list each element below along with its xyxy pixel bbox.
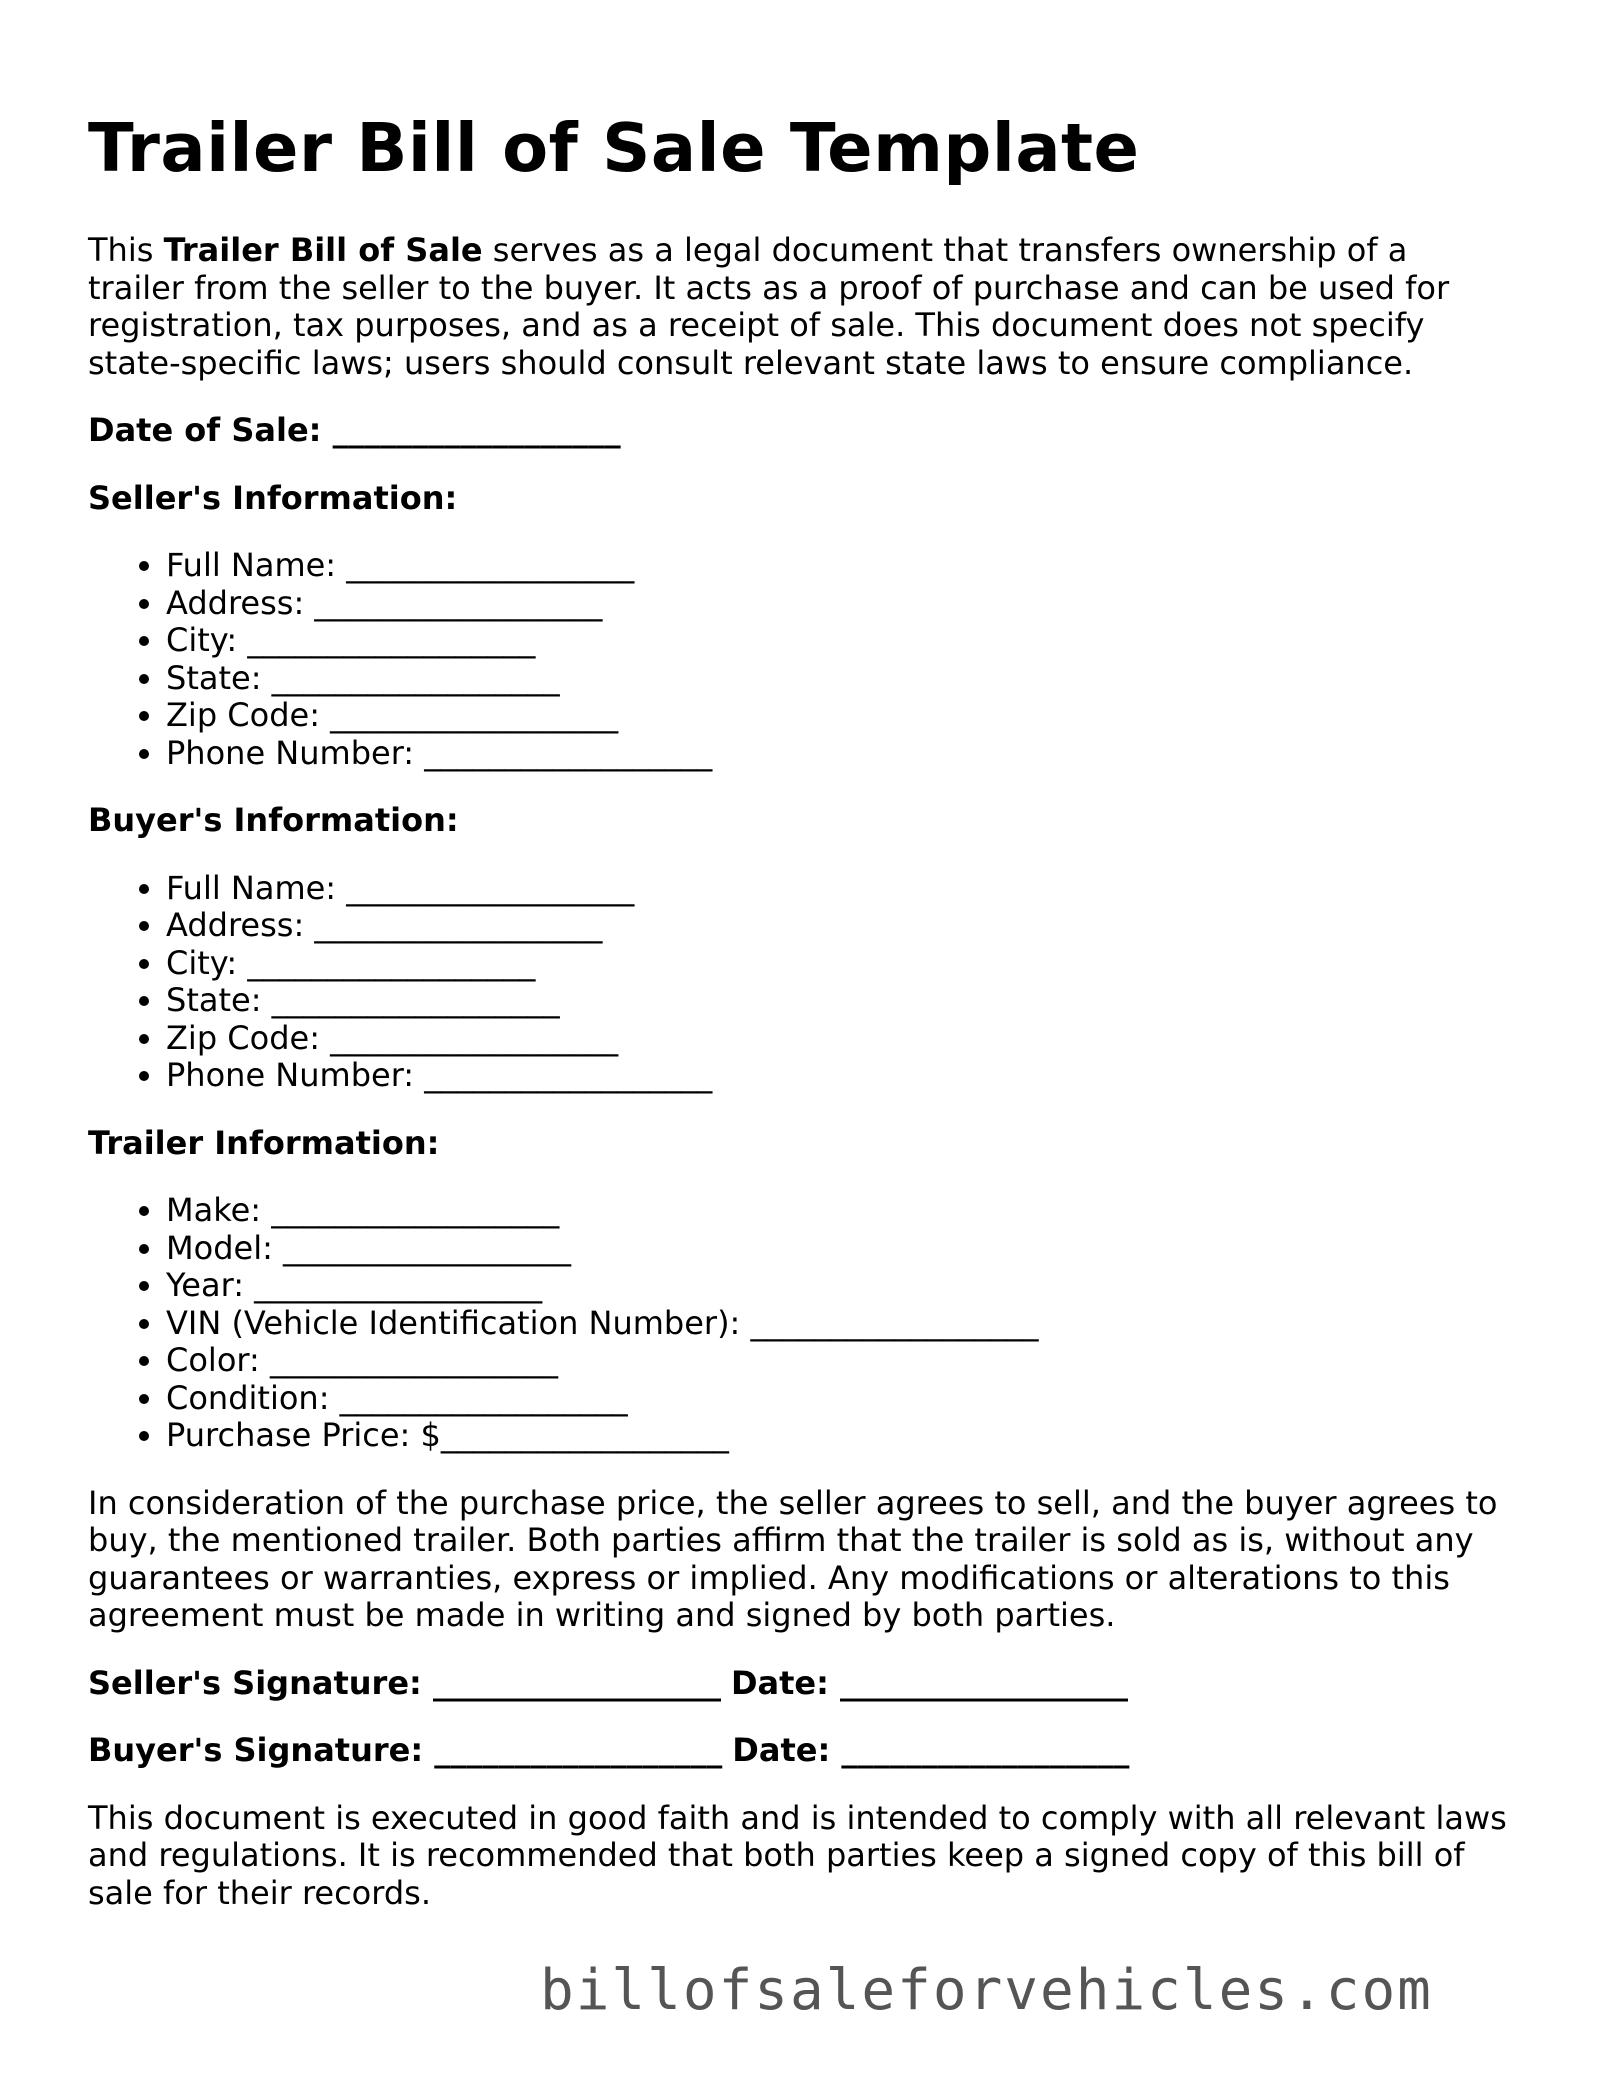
buyer-full-name-field: • Full Name: __________________ (166, 870, 1508, 908)
date-of-sale-field: Date of Sale: __________________ (88, 411, 621, 449)
seller-signature-row (88, 1665, 1508, 1703)
buyer-signature-field: Buyer's Signature: __________________ (88, 1731, 723, 1769)
trailer-info-list (88, 1192, 1508, 1455)
buyer-signature-row (88, 1732, 1508, 1770)
seller-address-field: • Address: __________________ (166, 585, 1508, 623)
seller-state-field: • State: __________________ (166, 660, 1508, 698)
consideration-paragraph: In consideration of the purchase price, the seller agrees to sell, and the buyer agrees to buy, the mentioned trailer. Both parties affirm that the trailer is sold as is, without any guarantees or warranties, express or implied. Any modifications or alterations to this agreement must be made in writing and signed by both parties. (88, 1483, 1498, 1634)
buyer-address-field: • Address: __________________ (166, 907, 1508, 945)
seller-phone-field: • Phone Number: __________________ (166, 735, 1508, 773)
intro-rest: serves as a legal document that transfers ownership of a trailer from the seller to the buyer. It acts as a proof of purchase and can be used for registration, tax purposes, and as a receipt of sale. This document does not specify state-specific laws; users should consult relevant state laws to ensure compliance. (88, 231, 1450, 382)
seller-city-field: • City: __________________ (166, 622, 1508, 660)
buyer-zip-field: • Zip Code: __________________ (166, 1020, 1508, 1058)
intro-bold-term: Trailer Bill of Sale (163, 231, 483, 269)
seller-zip-field: • Zip Code: __________________ (166, 697, 1508, 735)
trailer-year-field: • Year: __________________ (166, 1267, 1508, 1305)
buyer-city-field: • City: __________________ (166, 945, 1508, 983)
site-watermark: billofsaleforvehicles.com (540, 1958, 1433, 2023)
trailer-condition-field: • Condition: __________________ (166, 1380, 1508, 1418)
seller-info-list (88, 547, 1508, 772)
intro-paragraph (88, 232, 1508, 382)
seller-info-heading: Seller's Information: (88, 478, 458, 517)
buyer-info-list (88, 870, 1508, 1095)
seller-signature-field: Seller's Signature: __________________ (88, 1663, 721, 1702)
trailer-color-field: • Color: __________________ (166, 1342, 1508, 1380)
trailer-make-field: • Make: __________________ (166, 1192, 1508, 1230)
trailer-model-field: • Model: __________________ (166, 1230, 1508, 1268)
trailer-vin-field: • VIN (Vehicle Identification Number): __________________ (166, 1305, 1508, 1343)
buyer-phone-field: • Phone Number: __________________ (166, 1057, 1508, 1095)
intro-prefix: This (88, 231, 164, 269)
seller-signature-date-field: Date: __________________ (730, 1663, 1129, 1702)
document-title: Trailer Bill of Sale Template (88, 109, 1140, 187)
trailer-price-field: • Purchase Price: $__________________ (166, 1417, 1508, 1455)
buyer-info-heading: Buyer's Information: (88, 801, 459, 839)
document-page (88, 108, 1508, 1912)
buyer-state-field: • State: __________________ (166, 982, 1508, 1020)
trailer-info-heading: Trailer Information: (88, 1123, 440, 1162)
closing-paragraph: This document is executed in good faith and is intended to comply with all relevant laws and regulations. It is recommended that both parties keep a signed copy of this bill of sale for their records. (88, 1798, 1507, 1912)
seller-full-name-field: • Full Name: __________________ (166, 547, 1508, 585)
buyer-signature-date-field: Date: __________________ (732, 1731, 1130, 1769)
